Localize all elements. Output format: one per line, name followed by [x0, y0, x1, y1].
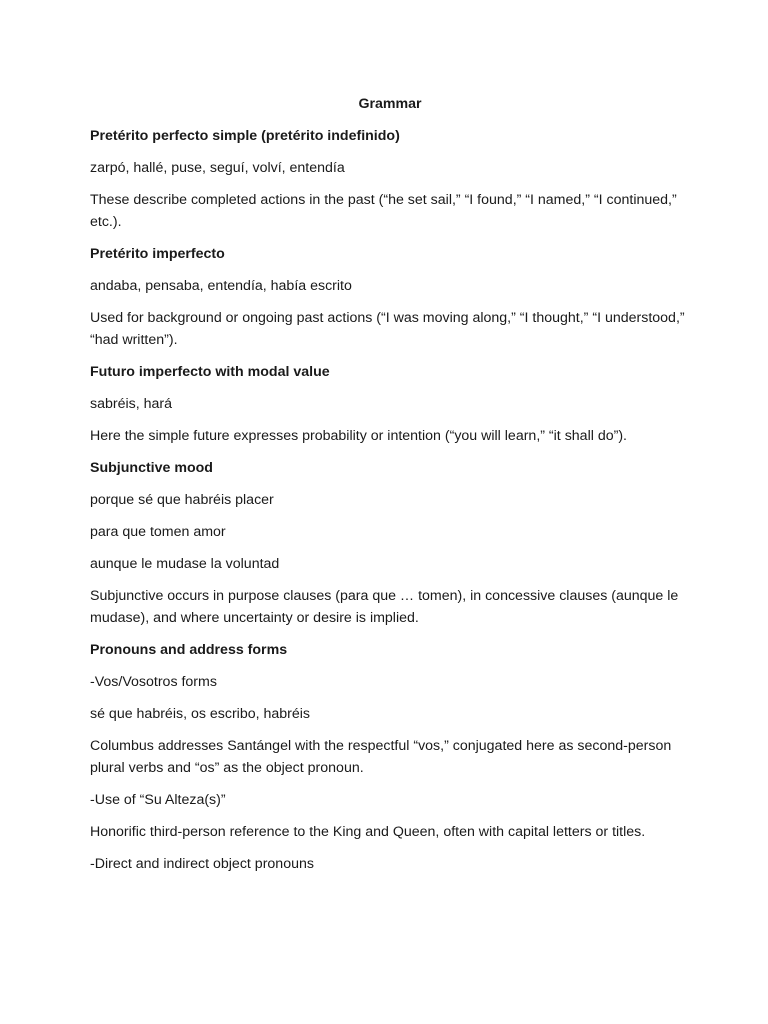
section-heading-preterito-perfecto: Pretérito perfecto simple (pretérito indefinido)	[90, 128, 400, 144]
paragraph: porque sé que habréis placer	[90, 492, 274, 508]
section-heading-pronouns: Pronouns and address forms	[90, 642, 288, 658]
paragraph: sabréis, hará	[90, 396, 173, 412]
paragraph: sé que habréis, os escribo, habréis	[90, 706, 311, 722]
paragraph: Subjunctive occurs in purpose clauses (para que … tomen), in concessive clauses (aunque le mudase), and where uncertainty or desire is implied.	[90, 588, 679, 626]
paragraph: zarpó, hallé, puse, seguí, volví, entendía	[90, 160, 345, 176]
paragraph: These describe completed actions in the past (“he set sail,” “I found,” “I named,” “I continued,” etc.).	[90, 192, 677, 230]
paragraph: Honorific third-person reference to the King and Queen, often with capital letters or titles.	[90, 824, 646, 840]
paragraph: Used for background or ongoing past actions (“I was moving along,” “I thought,” “I understood,” “had written”).	[90, 310, 685, 348]
paragraph: -Vos/Vosotros forms	[90, 674, 217, 690]
paragraph: Here the simple future expresses probability or intention (“you will learn,” “it shall do”).	[90, 428, 627, 444]
section-heading-preterito-imperfecto: Pretérito imperfecto	[90, 246, 225, 262]
paragraph: -Use of “Su Alteza(s)”	[90, 792, 226, 808]
document-page	[90, 93, 690, 885]
paragraph: para que tomen amor	[90, 524, 226, 540]
section-heading-subjunctive-mood: Subjunctive mood	[90, 460, 213, 476]
paragraph: -Direct and indirect object pronouns	[90, 856, 314, 872]
paragraph: andaba, pensaba, entendía, había escrito	[90, 278, 352, 294]
section-heading-futuro-imperfecto: Futuro imperfecto with modal value	[90, 364, 330, 380]
document-title: Grammar	[358, 96, 422, 112]
paragraph: Columbus addresses Santángel with the respectful “vos,” conjugated here as second-person plural verbs and “os” as the object pronoun.	[90, 738, 672, 776]
paragraph: aunque le mudase la voluntad	[90, 556, 280, 572]
